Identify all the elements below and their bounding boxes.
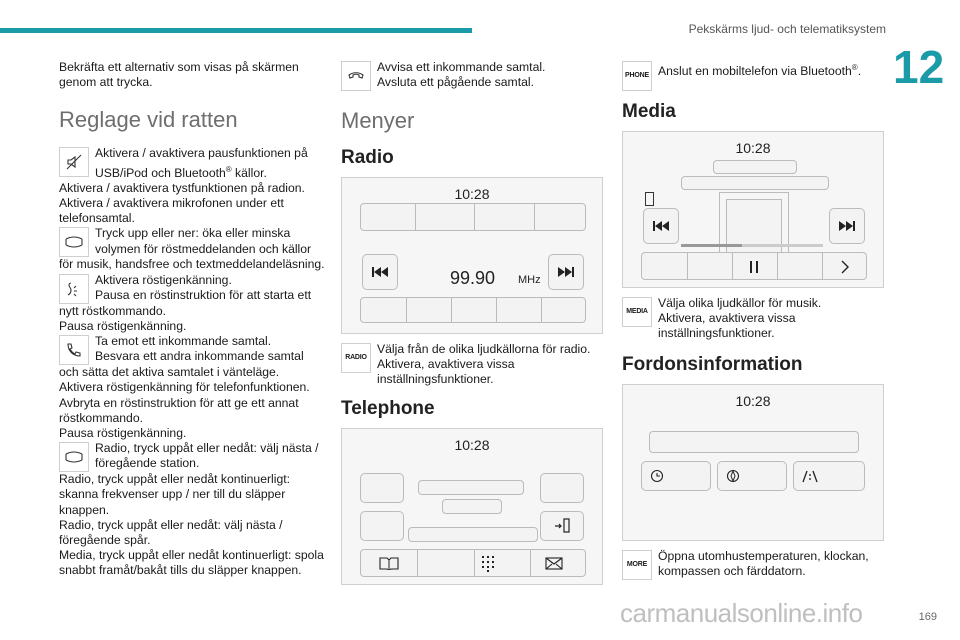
radio-preset-bar [360,203,586,231]
rocker-switch-icon [59,227,89,257]
telephone-screen [341,428,603,585]
radio-icon: RADIO [341,343,371,373]
radio-seek-back-button[interactable] [362,254,398,290]
trip-computer-button[interactable] [793,461,865,491]
skip-forward-icon [839,220,855,232]
column-menus [341,60,603,585]
radio-screen [341,177,603,334]
clock-button[interactable] [641,461,711,491]
page-number: 169 [918,611,937,623]
vehicle-info-heading: Fordonsinformation [622,353,803,375]
hang-up-icon [341,61,371,91]
radio-frequency-unit: MHz [518,274,541,286]
telephone-field-1 [418,480,524,495]
header-accent-bar [0,28,472,33]
compass-button[interactable] [717,461,787,491]
telephone-clock: 10:28 [454,436,490,453]
more-menu-item: MORE Öppna utomhustemperaturen, klockan, kompassen och färddatorn. [622,549,884,580]
contacts-book-icon[interactable] [379,556,399,570]
page-header-title: Pekskärms ljud- och telematiksystem [688,22,886,36]
telephone-button-left-mid[interactable] [360,511,404,541]
volume-description: för musik, handsfree och textmeddelandeläsning. [59,257,325,272]
column-media-vehicle [622,60,884,580]
telephone-field-2 [442,499,502,514]
section-heading-menus: Menyer [341,108,415,133]
control-item-voice: Aktivera röstigenkänning. Pausa en röstinstruktion för att starta ett nytt röstkommando. Pausa röstigenkänning. [59,273,327,334]
media-screen [622,131,884,288]
vehicle-info-screen [622,384,884,541]
mute-description: Aktivera / avaktivera tystfunktionen på radion. Aktivera / avaktivera mikrofonen under ett telefonsamtal. [59,180,305,226]
media-menu-icon: MEDIA [622,297,652,327]
media-progress-fill [681,244,742,247]
intro-text: Bekräfta ett alternativ som visas på skärmen genom att trycka. [59,60,299,90]
watermark: carmanualsonline.info [620,598,863,628]
telephone-button-left-top[interactable] [360,473,404,503]
vehicle-info-field [649,431,859,453]
chapter-number: 12 [893,41,945,93]
section-heading-steering: Reglage vid ratten [59,107,238,133]
media-heading: Media [622,101,676,122]
telephone-button-right-top[interactable] [540,473,584,503]
radio-heading: Radio [341,147,394,168]
phone-description: och sätta det aktiva samtalet i vänteläge. Aktivera röstigenkänning för telefonfunktionen. Avbryta en röstinstruktion för att ge ett annat röstkommando. Pausa röstigenkänning. [59,365,310,440]
phone-menu-item: PHONE Anslut en mobiltelefon via Bluetooth®. [622,60,884,91]
control-item-source: Radio, tryck uppåt eller nedåt: välj nästa / föregående station. Radio, tryck uppåt eller nedåt kontinuerligt: skanna frekvenser upp / ner till du släpper knappen. Radio, tryck uppåt eller nedåt: välj nästa / föregående spår. Media, tryck uppåt eller nedåt kontinuerligt: spola snabbt framåt/bakåt tills du släpper knappen. [59,441,327,578]
phone-link-icon [553,518,571,534]
rocker-switch-icon [59,442,89,472]
radio-frequency: 99.90 [450,268,496,288]
column-steering-controls [59,60,327,579]
control-item-phone: Ta emot ett inkommande samtal. Besvara ett andra inkommande samtal och sätta det aktiva samtalet i vänteläge. Aktivera röstigenkänning för telefonfunktionen. Avbryta en röstinstruktion för att ge ett annat röstkommando. Pausa röstigenkänning. [59,334,327,441]
radio-menu-item: RADIO Välja från de olika ljudkällorna för radio. Aktivera, avaktivera vissa inställningsfunktioner. [341,342,603,388]
skip-forward-icon [558,266,574,278]
telephone-field-3 [408,527,538,542]
media-title-field [713,160,797,174]
media-control-bar [641,252,867,280]
source-description: Radio, tryck uppåt eller nedåt kontinuerligt: skanna frekvenser upp / ner till du släpper knappen. Radio, tryck uppåt eller nedåt: välj nästa / föregående spår. Media, tryck uppåt eller nedåt kontinuerligt: spola snabbt framåt/bakåt tills du släpper knappen. [59,472,324,578]
media-artist-field [681,176,829,190]
media-clock: 10:28 [735,140,771,156]
media-progress-track[interactable] [681,244,823,247]
media-source-icon [645,192,654,206]
telephone-bottom-bar [360,549,586,577]
chevron-right-icon[interactable] [840,260,850,274]
voice-description: nytt röstkommando. Pausa röstigenkänning. [59,303,187,333]
hangup-item: Avvisa ett inkommande samtal. Avsluta ett pågående samtal. [341,60,603,91]
telephone-bluetooth-button[interactable] [540,511,584,541]
media-previous-button[interactable] [643,208,679,244]
voice-command-icon [59,274,89,304]
vehicle-clock: 10:28 [735,392,771,409]
telephone-heading: Telephone [341,397,435,419]
phone-menu-icon: PHONE [622,61,652,91]
skip-back-icon [372,266,388,278]
skip-back-icon [653,220,669,232]
radio-clock: 10:28 [454,186,490,202]
more-menu-icon: MORE [622,550,652,580]
keypad-icon[interactable] [481,555,495,573]
media-menu-item: MEDIA Välja olika ljudkällor för musik. Aktivera, avaktivera vissa inställningsfunktioner. [622,296,884,342]
control-item-volume: Tryck upp eller ner: öka eller minska volymen för röstmeddelanden och källor för musik, handsfree och textmeddelandeläsning. [59,226,327,272]
phone-icon [59,335,89,365]
media-next-button[interactable] [829,208,865,244]
radio-bottom-bar [360,297,586,323]
compass-icon [726,469,740,483]
message-envelope-icon[interactable] [545,557,563,570]
pause-icon[interactable] [748,260,760,274]
mute-icon [59,147,89,177]
control-item-mute: Aktivera / avaktivera pausfunktionen på USB/iPod och Bluetooth® källor. Aktivera / avaktivera tystfunktionen på radion. Aktivera / avaktivera mikrofonen under ett telefonsamtal. [59,146,327,226]
clock-icon [650,469,664,483]
radio-seek-forward-button[interactable] [548,254,584,290]
trip-computer-icon [802,469,818,483]
